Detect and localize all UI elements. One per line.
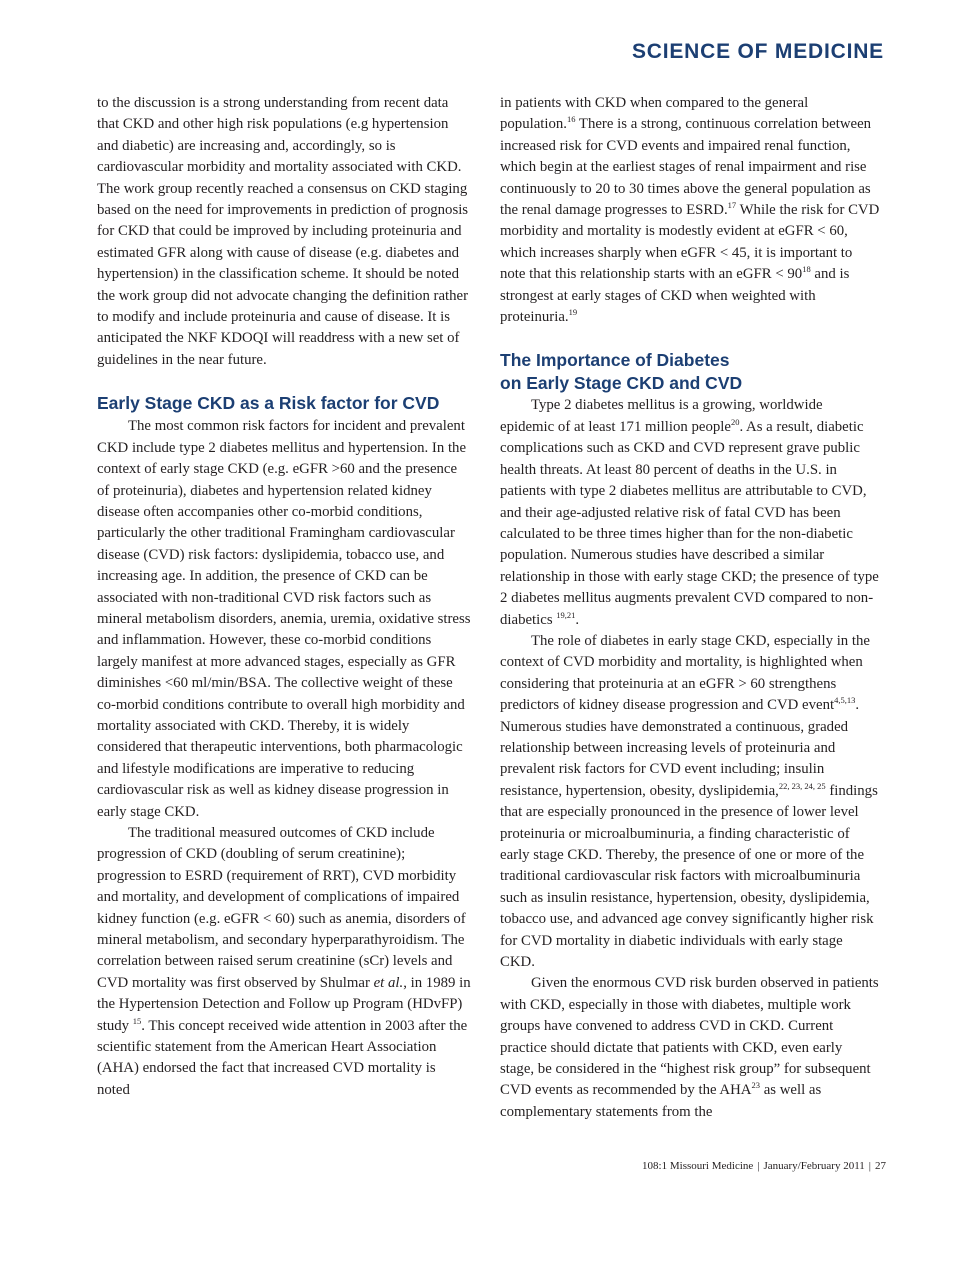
right-paragraph-2	[500, 395, 880, 630]
citation-ref: 18	[802, 264, 811, 275]
heading-line-1: The Importance of Diabetes	[500, 350, 730, 371]
left-paragraph-3	[97, 823, 471, 1101]
page-number: 27	[875, 1160, 886, 1172]
left-column	[97, 93, 471, 1101]
citation-ref: 20	[730, 416, 740, 427]
right-p2-text-a: Type 2 diabetes mellitus is a growing, worldwide epidemic of at least 171 million people	[500, 397, 823, 435]
footer-separator: |	[757, 1160, 760, 1172]
right-p4-text-b: as well as complementary statements from the	[500, 1082, 822, 1120]
right-p3-text-b: . Numerous studies have demonstrated a continuous, graded relationship between increasing levels of proteinuria and prevalent risk factors for CVD event including; insulin resistance, hypertension, obesity, dyslipidemia,	[500, 697, 860, 799]
footer-date: January/February 2011	[763, 1160, 865, 1172]
right-p4-text-a: Given the enormous CVD risk burden observed in patients with CKD, especially in those with diabetes, multiple work groups have convened to address CVD in CKD. Current practice should dictate that patients with CKD, even early stage, be considered in the “highest risk group” for subsequent CVD events as recommended by the AHA	[500, 975, 879, 1099]
citation-ref: 16	[567, 114, 576, 125]
right-p2-text-c: .	[575, 611, 580, 628]
section-title: SCIENCE OF MEDICINE	[631, 40, 884, 63]
citation-ref: 4,5,13	[834, 695, 856, 706]
right-p1-text-a: in patients with CKD when compared to the general population.	[500, 95, 809, 133]
left-p3-text-c: . This concept received wide attention in 2003 after the scientific statement from the American Heart Association (AHA) endorsed the fact that increased CVD mortality is noted	[97, 1017, 468, 1098]
citation-ref: 19	[568, 307, 578, 318]
citation-ref: 19,21	[556, 609, 576, 620]
citation-ref: 15	[132, 1015, 142, 1026]
right-p3-text-a: The role of diabetes in early stage CKD, especially in the context of CVD morbidity and mortality, is highlighted when considering that proteinuria at an eGFR > 60 strengthens predictors of kidney disease progression and CVD event	[500, 632, 870, 714]
footer-journal: 108:1 Missouri Medicine	[642, 1160, 754, 1172]
left-p3-et-al: et al.	[373, 974, 404, 991]
right-p1-text-b: There is a strong, continuous correlation between increased risk for CVD events and impaired renal function, which begin at the earliest stages of renal impairment and rise continuously to 20 to 30 times above the general population as the renal damage progresses to ESRD.	[500, 116, 872, 219]
right-p1-text-c: While the risk for CVD morbidity and mortality is modestly evident at eGFR < 60, which increases sharply when eGFR < 45, it is important to note that this relationship starts with an eGFR < 90	[500, 202, 880, 283]
right-p2-text-b: . As a result, diabetic complications such as CKD and CVD represent grave public health threats. At least 80 percent of deaths in the U.S. in patients with type 2 diabetes mellitus are attributable to CVD, and their age-adjusted relative risk of fatal CVD has been calculated to be three times higher than for the non-diabetic population. Numerous studies have described a similar relationship in those with early stage CKD; the presence of type 2 diabetes mellitus augments prevalent CVD compared to non-diabetics	[500, 418, 879, 628]
page-footer	[642, 1160, 886, 1172]
heading-importance-of-diabetes	[500, 349, 880, 395]
right-p3-text-c: findings that are especially pronounced in the presence of lower level proteinuria or microalbuminuria, a finding characteristic of early stage CKD. Thereby, the presence of one or more of the traditional cardiovascular risk factors with microalbuminuria such as insulin resistance, hypertension, obesity, dyslipidemia, tobacco use, and advanced age convey significantly higher risk for CVD mortality in diabetic individuals with early stage CKD.	[500, 782, 878, 971]
heading-early-stage-ckd: Early Stage CKD as a Risk factor for CVD	[97, 393, 440, 414]
right-paragraph-3	[500, 631, 880, 974]
heading-line-2: on Early Stage CKD and CVD	[500, 373, 743, 394]
footer-separator: |	[868, 1160, 871, 1172]
left-paragraph-2: The most common risk factors for incident and prevalent CKD include type 2 diabetes mellitus and hypertension. In the context of early stage CKD (e.g. eGFR >60 and the presence of proteinuria), diabetes and hypertension related kidney disease often accompanies other co-morbid conditions, particularly the other traditional Framingham cardiovascular disease (CVD) risk factors: dyslipidemia, tobacco use, and increasing age. In addition, the presence of CKD can be associated with non-traditional CVD risk factors such as mineral metabolism disorders, anemia, uremia, oxidative stress and inflammation. However, these co-morbid conditions largely manifest at more advanced stages, especially as GFR diminishes <60 ml/min/BSA. The collective weight of these co-morbid conditions contribute to overall high morbidity and mortality associated with CKD. Thereby, it is widely considered that therapeutic interventions, both pharmacologic and lifestyle modifications are imperative to reducing cardiovascular risk as well as kidney disease progression in early stage CKD.	[97, 418, 471, 820]
right-paragraph-1	[500, 93, 880, 328]
left-paragraph-1: to the discussion is a strong understanding from recent data that CKD and other high risk populations (e.g hypertension and diabetic) are increasing and, accordingly, so is cardiovascular morbidity and mortality associated with CKD. The work group recently reached a consensus on CKD staging based on the need for improvements in prediction of prognosis for CKD that could be improved by including proteinuria and estimated GFR along with cause of disease (e.g. diabetes and hypertension) in the classification scheme. It should be noted the work group did not advocate changing the definition rather to modify and include proteinuria and cause of disease. It is anticipated the NKF KDOQI will readdress with a new set of guidelines in the near future.	[97, 95, 469, 368]
citation-ref: 17	[727, 200, 737, 211]
citation-ref: 22, 23, 24, 25	[778, 780, 826, 791]
right-column	[500, 93, 880, 1123]
citation-ref: 23	[751, 1080, 760, 1091]
right-p1-text-d: and is strongest at early stages of CKD when weighted with proteinuria.	[500, 266, 850, 326]
left-p3-text-b: , in 1989 in the Hypertension Detection and Follow up Program (HDvFP) study	[97, 974, 471, 1034]
left-p3-text-a: The traditional measured outcomes of CKD include progression of CKD (doubling of serum creatinine); progression to ESRD (requirement of RRT), CVD morbidity and mortality, and development of complications of impaired kidney function (e.g. eGFR < 60) such as anemia, disorders of mineral metabolism, and secondary hyperparathyroidism. The correlation between raised serum creatinine (sCr) levels and CVD mortality was first observed by Shulmar	[97, 825, 466, 991]
right-paragraph-4	[500, 973, 880, 1123]
